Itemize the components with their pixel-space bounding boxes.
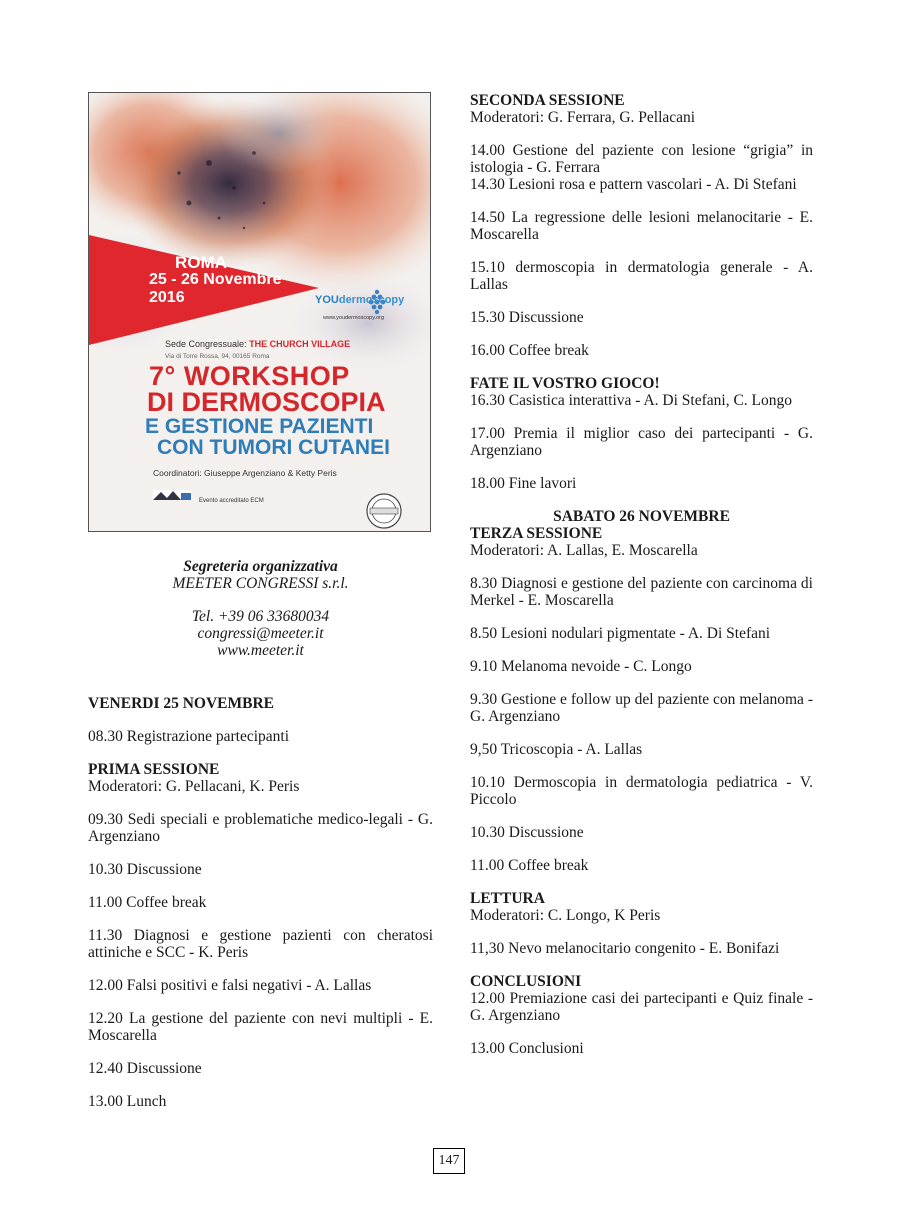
program-item: 10.30 Discussione — [88, 861, 202, 878]
session3-title: TERZA SESSIONE — [470, 525, 603, 542]
left-column — [88, 92, 433, 1126]
program-item: 15.30 Discussione — [470, 309, 584, 326]
org-website[interactable]: www.meeter.it — [217, 642, 304, 659]
org-name: MEETER CONGRESSI s.r.l. — [172, 575, 349, 592]
program-item: 14.30 Lesioni rosa e pattern vascolari - A. Di Stefani — [470, 176, 797, 193]
conclusions-title: CONCLUSIONI — [470, 973, 582, 990]
session2-title: SECONDA SESSIONE — [470, 92, 625, 109]
program-item: 12.00 Premiazione casi dei partecipanti e Quiz finale - G. Argenziano — [470, 990, 813, 1024]
lecture-title: LETTURA — [470, 890, 545, 907]
program-item: 13.00 Lunch — [88, 1093, 167, 1110]
program-item: 9.30 Gestione e follow up del paziente con melanoma - G. Argenziano — [470, 691, 813, 725]
program-item: 18.00 Fine lavori — [470, 475, 577, 492]
poster-address: Via di Torre Rossa, 94, 00165 Roma — [165, 353, 270, 360]
lecture-moderators: Moderatori: C. Longo, K Peris — [470, 907, 661, 924]
brand-you: YOU — [315, 294, 339, 306]
session1-moderators: Moderatori: G. Pellacani, K. Peris — [88, 778, 300, 795]
program-item: 9,50 Tricoscopia - A. Lallas — [470, 741, 643, 758]
program-item: 12.40 Discussione — [88, 1060, 202, 1077]
event-poster — [88, 92, 431, 532]
program-item: 11.30 Diagnosi e gestione pazienti con cheratosi attiniche e SCC - K. Peris — [88, 927, 433, 961]
brand-dermoscopy: dermoscopy — [338, 294, 405, 306]
poster-title-line4: CON TUMORI CUTANEI — [157, 436, 390, 459]
program-item: 8.50 Lesioni nodulari pigmentate - A. Di Stefani — [470, 625, 771, 642]
program-item: 15.10 dermoscopia in dermatologia generale - A. Lallas — [470, 259, 813, 293]
friday-title: VENERDI 25 NOVEMBRE — [88, 695, 275, 712]
org-email[interactable]: congressi@meeter.it — [197, 625, 324, 642]
program-item: 09.30 Sedi speciali e problematiche medico-legali - G. Argenziano — [88, 811, 433, 845]
program-item: 11,30 Nevo melanocitario congenito - E. Bonifazi — [470, 940, 780, 957]
program-item: 10.10 Dermoscopia in dermatologia pediatrica - V. Piccolo — [470, 774, 813, 808]
program-item: 17.00 Premia il miglior caso dei partecipanti - G. Argenziano — [470, 425, 813, 459]
program-item: 11.00 Coffee break — [470, 857, 589, 874]
program-item: 13.00 Conclusioni — [470, 1040, 584, 1057]
program-item: 12.20 La gestione del paziente con nevi multipli - E. Moscarella — [88, 1010, 433, 1044]
session1-title: PRIMA SESSIONE — [88, 761, 220, 778]
poster-dates: 25 - 26 Novembre — [149, 271, 282, 288]
poster-city: ROMA — [175, 253, 227, 272]
program-item: 10.30 Discussione — [470, 824, 584, 841]
program-item: 14.50 La regressione delle lesioni melanocitarie - E. Moscarella — [470, 209, 813, 243]
poster-title-line2: DI DERMOSCOPIA — [147, 387, 386, 417]
poster-url: www.youdermoscopy.org — [323, 315, 385, 321]
program-item: 8.30 Diagnosi e gestione del paziente con carcinoma di Merkel - E. Moscarella — [470, 575, 813, 609]
program-item: 9.10 Melanoma nevoide - C. Longo — [470, 658, 692, 675]
org-tel: Tel. +39 06 33680034 — [191, 608, 330, 625]
session3-moderators: Moderatori: A. Lallas, E. Moscarella — [470, 542, 698, 559]
program-item: 16.30 Casistica interattiva - A. Di Stefani, C. Longo — [470, 392, 793, 409]
poster-year: 2016 — [149, 289, 185, 306]
poster-ecm: Evento accreditato ECM — [199, 498, 264, 504]
organizer-block — [88, 558, 433, 659]
program-item: 12.00 Falsi positivi e falsi negativi - A. Lallas — [88, 977, 372, 994]
right-column — [470, 92, 813, 1073]
venue-label: Sede Congressuale: — [165, 339, 247, 349]
game-title: FATE IL VOSTRO GIOCO! — [470, 375, 660, 392]
program-item: 11.00 Coffee break — [88, 894, 207, 911]
session2-moderators: Moderatori: G. Ferrara, G. Pellacani — [470, 109, 696, 126]
program-item: 16.00 Coffee break — [470, 342, 589, 359]
org-label: Segreteria organizzativa — [183, 558, 338, 575]
saturday-title: SABATO 26 NOVEMBRE — [553, 508, 730, 525]
venue-name: THE CHURCH VILLAGE — [249, 339, 351, 349]
program-item: 14.00 Gestione del paziente con lesione “grigia” in istologia - G. Ferrara — [470, 142, 813, 176]
poster-title-line1: 7° WORKSHOP — [149, 361, 350, 391]
friday-registration: 08.30 Registrazione partecipanti — [88, 728, 290, 745]
page-number: 147 — [433, 1148, 465, 1174]
youdermoscopy-logo — [315, 292, 404, 309]
poster-title-line3: E GESTIONE PAZIENTI — [145, 415, 374, 438]
poster-coordinators: Coordinatori: Giuseppe Argenziano & Ketty Peris — [153, 468, 337, 478]
